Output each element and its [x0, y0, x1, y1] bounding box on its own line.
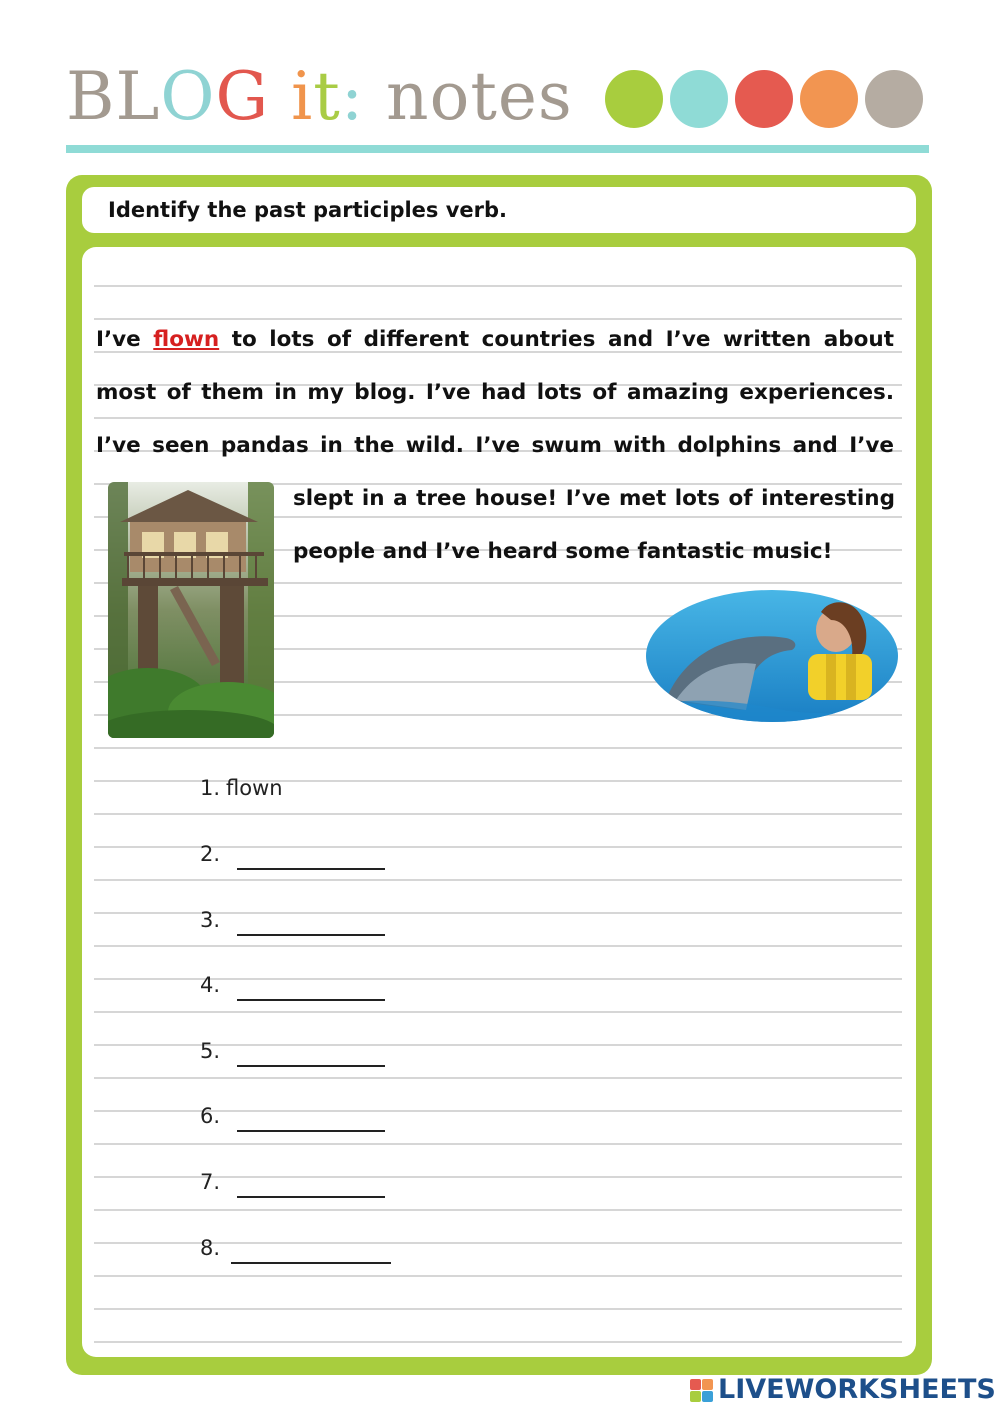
passage-line-4: slept in a tree house! I’ve met lots of interesting: [293, 486, 895, 511]
ruled-line: [94, 1341, 902, 1343]
answer-number: 1.: [200, 776, 221, 800]
answer-blank-field[interactable]: [237, 868, 385, 870]
title-letter: [269, 64, 291, 130]
answer-item: [200, 776, 283, 800]
title-letter: O: [160, 58, 216, 135]
answer-blank-field[interactable]: [237, 999, 385, 1001]
title-letter: s: [537, 58, 573, 135]
answer-blank-field[interactable]: [237, 934, 385, 936]
answer-number: 4.: [200, 973, 221, 997]
ruled-line: [94, 945, 902, 947]
header-divider: [66, 145, 929, 153]
title-letter: t: [313, 58, 341, 135]
ruled-line: [94, 1077, 902, 1079]
answer-blank-field[interactable]: [237, 1130, 385, 1132]
ruled-line: [94, 747, 902, 749]
title-letter: L: [115, 58, 161, 135]
answer-number: 6.: [200, 1104, 221, 1128]
answer-item: [200, 1236, 220, 1260]
answer-blank-field[interactable]: [237, 1196, 385, 1198]
page-title: [66, 58, 573, 135]
ruled-line: [94, 1209, 902, 1211]
ruled-line: [94, 285, 902, 287]
title-letter: o: [429, 58, 471, 135]
color-dot: [670, 70, 728, 128]
dolphin-kiss-photo: [646, 590, 898, 722]
ruled-line: [94, 318, 902, 320]
passage-line-3: I’ve seen pandas in the wild. I’ve swum with dolphins and I’ve: [96, 433, 894, 458]
answer-item: [200, 842, 220, 866]
highlighted-verb: flown: [153, 327, 220, 352]
instruction-text: Identify the past participles verb.: [108, 198, 508, 222]
ruled-line: [94, 813, 902, 815]
title-letter: t: [470, 58, 498, 135]
color-dot: [735, 70, 793, 128]
answer-item: [200, 973, 220, 997]
passage-line-1-before: I’ve: [96, 327, 154, 352]
title-letter: i: [291, 58, 314, 135]
answer-blank-field[interactable]: [237, 1065, 385, 1067]
passage-line-5: people and I’ve heard some fantastic music!: [293, 539, 833, 564]
ruled-line: [94, 1143, 902, 1145]
answer-item: [200, 908, 220, 932]
title-letter: n: [386, 58, 430, 135]
ruled-line: [94, 1308, 902, 1310]
passage-line-2: most of them in my blog. I’ve had lots of amazing experiences.: [96, 380, 894, 405]
watermark-text: LIVEWORKSHEETS: [718, 1374, 996, 1405]
answer-item: [200, 1170, 220, 1194]
title-letter: [364, 64, 386, 130]
answer-value[interactable]: flown: [226, 776, 283, 800]
tree-house-photo: [108, 482, 274, 738]
answer-number: 2.: [200, 842, 221, 866]
ruled-line: [94, 879, 902, 881]
color-dot: [865, 70, 923, 128]
passage-line-1-after: to lots of different countries and I’ve written about: [219, 327, 894, 352]
answer-number: 7.: [200, 1170, 221, 1194]
answer-number: 5.: [200, 1039, 221, 1063]
answer-number: 8.: [200, 1236, 221, 1260]
color-dot: [800, 70, 858, 128]
title-letter: B: [66, 58, 116, 135]
ruled-line: [94, 417, 902, 419]
answer-blank-field[interactable]: [231, 1262, 391, 1264]
title-letter: e: [497, 58, 538, 135]
ruled-line: [94, 1275, 902, 1277]
liveworksheets-logo-icon: [690, 1379, 714, 1403]
answer-item: [200, 1104, 220, 1128]
title-letter: G: [215, 58, 270, 135]
title-letter: :: [340, 58, 365, 135]
passage-line-1: [96, 327, 894, 353]
color-dot: [605, 70, 663, 128]
answer-item: [200, 1039, 220, 1063]
ruled-line: [94, 1011, 902, 1013]
answer-number: 3.: [200, 908, 221, 932]
